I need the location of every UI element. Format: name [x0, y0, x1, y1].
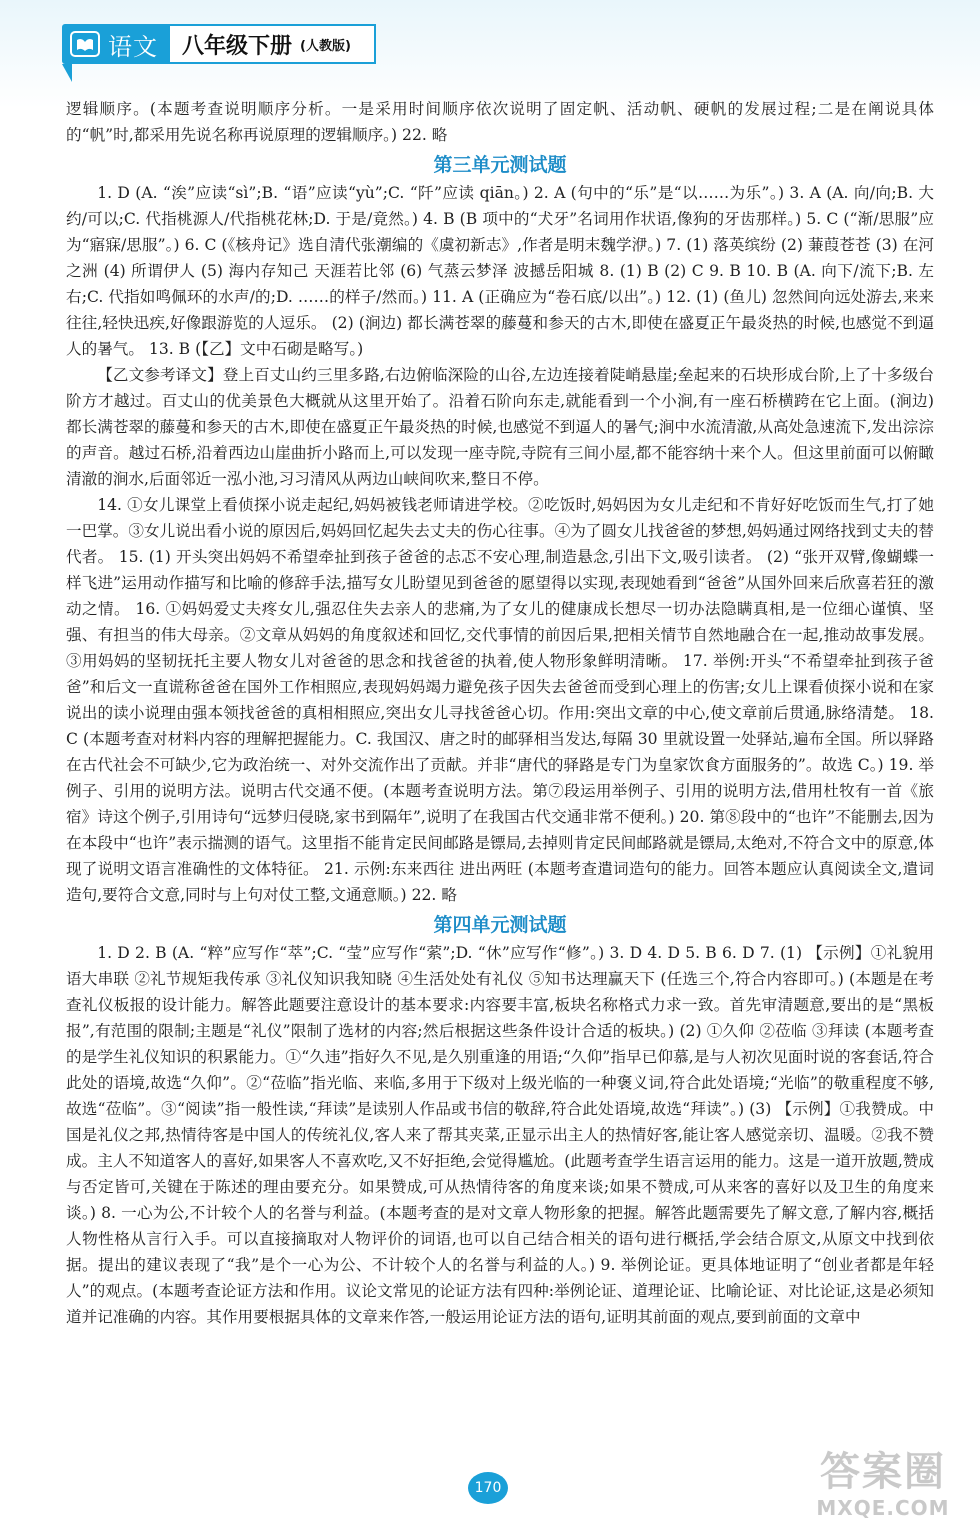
unit3-reading-answers: 14. ①女儿课堂上看侦探小说走起纪,妈妈被钱老师请进学校。②吃饭时,妈妈因为女儿走纪和不肯好好吃饭而生气,打了她一巴掌。③女儿说出看小说的原因后,妈妈回忆起失去丈夫的伤心往事。④为了圆女儿找爸爸的梦想,妈妈通过网络找到丈夫的替代者。 15. (1) 开头突出妈妈不希望牵扯到孩子爸爸的忐忑不安心理,制造悬念,引出下文,吸引读者。 (2) “张开双臂,像蝴蝶一样飞进”运用动作描写和比喻的修辞手法,描写女儿盼望见到爸爸的愿望得以实现,表现她看到“爸爸”从国外回来后欣喜若狂的激动之情。 16. ①妈妈爱丈夫疼女儿,强忍住失去亲人的悲痛,为了女儿的健康成长想尽一切办法隐瞒真相,是一位细心谨慎、坚强、有担当的伟大母亲。②文章从妈妈的角度叙述和回忆,交代事情的前因后果,把相关情节自然地融合在一起,推动故事发展。③用妈妈的坚韧抚托主要人物女儿对爸爸的思念和找爸爸的执着,使人物形象鲜明清晰。 17. 举例:开头“不希望牵扯到孩子爸爸”和后文一直谎称爸爸在国外工作相照应,表现妈妈竭力避免孩子因失去爸爸而受到心理上的伤害;女儿上课看侦探小说和在家说出的读小说理由强本领找爸爸的真相相照应,突出女儿寻找爸爸心切。作用:突出文章的中心,使文章前后贯通,脉络清楚。 18. C (本题考查对材料内容的理解把握能力。C. 我国汉、唐之时的邮驿相当发达,每隔 30 里就设置一处驿站,遍布全国。所以驿路在古代社会不可缺少,它为政治统一、对外交流作出了贡献。并非“唐代的驿路是专门为皇家饮食方面服务的”。故选 C。) 19. 举例子、引用的说明方法。说明古代交通不便。(本题考查说明方法。第⑦段运用举例子、引用的说明方法,借用杜牧有一首《旅宿》诗这个例子,引用诗句“远梦归侵晓,家书到隔年”,说明了在我国古代交通非常不便利。) 20. 第⑧段中的“也许”不能删去,因为在本段中“也许”表示揣测的语气。这里指不能肯定民间邮路是镖局,去掉则肯定民间邮路就是镖局,太绝对,不符合文中的原意,体现了说明文语言准确性的文体特征。 21. 示例:东来西往 进出两旺 (本题考查遣词造句的能力。回答本题应认真阅读全文,遣词造句,要符合文意,同时与上句对仗工整,文通意顺。) 22. 略 [66, 496, 934, 904]
watermark [808, 1448, 958, 1526]
grade-title: 八年级下册 [182, 33, 293, 59]
unit3-translation: 【乙文参考译文】登上百丈山约三里多路,右边俯临深险的山谷,左边连接着陡峭悬崖;垒起来的石块形成台阶,上了十多级台阶方才越过。百丈山的优美景色大概就从这里开始了。沿着石阶向东走,就能看到一个小涧,有一座石桥横跨在它上面。(涧边) 都长满苍翠的藤蔓和参天的古木,即使在盛夏正午最炎热的时候,也感觉不到逼人的暑气;涧中水流清澈,从高处急速流下,发出淙淙的声音。越过石桥,沿着西边山崖曲折小路而上,可以发现一座寺院,寺院有三间小屋,都不能容纳十来个人。但这里前面可以俯瞰清澈的涧水,后面邻近一泓小池,习习清风从两边山峡间吹来,整日不停。 [66, 366, 934, 488]
subject-label: 语文 [108, 32, 158, 61]
unit3-title: 第三单元测试题 [433, 154, 567, 176]
badge-tail [62, 64, 72, 82]
watermark-url: MXQE.COM [816, 1496, 950, 1520]
subject-badge [62, 24, 168, 64]
page-header [0, 0, 980, 108]
watermark-top: 答案圈 [820, 1449, 946, 1495]
intro-paragraph: 逻辑顺序。(本题考查说明顺序分析。一是采用时间顺序依次说明了固定帆、活动帆、硬帆的发展过程;二是在阐说具体的“帆”时,都采用先说名称再说原理的逻辑顺序。) 22. 略 [66, 100, 934, 144]
unit3-answers: 1. D (A. “涘”应读“sì”;B. “语”应读“yù”;C. “阡”应读 qiān。) 2. A (句中的“乐”是“以……为乐”。) 3. A (A. 向/向;B. 大约/可以;C. 代指桃源人/代指桃花林;D. 于是/竟然。) 4. B (B 项中的“犬牙”名词用作状语,像狗的牙齿那样。) 5. C (“渐/思服”应为“寤寐/思服”。) 6. C (《核舟记》选自清代张潮编的《虞初新志》,作者是明末魏学洢。) 7. (1) 落英缤纷 (2) 蒹葭苍苍 (3) 在河之洲 (4) 所谓伊人 (5) 海内存知己 天涯若比邻 (6) 气蒸云梦泽 波撼岳阳城 8. (1) B (2) C 9. B 10. B (A. 向下/流下;B. 左右;C. 代指如鸣佩环的水声/的;D. ……的样子/然而。) 11. A (正确应为“卷石底/以出”。) 12. (1) (鱼儿) 忽然间向远处游去,来来往往,轻快迅疾,好像跟游览的人逗乐。 (2) (涧边) 都长满苍翠的藤蔓和参天的古木,即使在盛夏正午最炎热的时候,也感觉不到逼人的暑气。 13. B (【乙】文中石砌是略写。) [66, 184, 934, 358]
page-number: 170 [468, 1472, 508, 1504]
grade-box [168, 24, 376, 64]
edition-label: (人教版) [300, 38, 351, 54]
unit4-answers: 1. D 2. B (A. “粹”应写作“萃”;C. “莹”应写作“萦”;D. “休”应写作“修”。) 3. D 4. D 5. B 6. D 7. (1) 【示例】①礼貌用语大串联 ②礼节规矩我传承 ③礼仪知识我知晓 ④生活处处有礼仪 ⑤知书达理赢天下 (任选三个,符合内容即可。) (本题是在考查礼仪板报的设计能力。解答此题要注意设计的基本要求:内容要丰富,板块名称格式力求一致。首先审清题意,要出的是“黑板报”,有范围的限制;主题是“礼仪”限制了选材的内容;然后根据这些条件设计合适的板块。) (2) ①久仰 ②莅临 ③拜读 (本题考查的是学生礼仪知识的积累能力。①“久违”指好久不见,是久别重逢的用语;“久仰”指早已仰慕,是与人初次见面时说的客套话,符合此处的语境,故选“久仰”。②“莅临”指光临、来临,多用于下级对上级光临的一种褒义词,符合此处语境;“光临”的敬重程度不够,故选“莅临”。③“阅读”指一般性读,“拜读”是读别人作品或书信的敬辞,符合此处语境,故选“拜读”。) (3) 【示例】①我赞成。中国是礼仪之邦,热情待客是中国人的传统礼仪,客人来了帮其夹菜,正显示出主人的热情好客,能让客人感觉亲切、温暖。②我不赞成。主人不知道客人的喜好,如果客人不喜欢吃,又不好拒绝,会觉得尴尬。(此题考查学生语言运用的能力。这是一道开放题,赞成与否定皆可,关键在于陈述的理由要充分。如果赞成,可从热情待客的角度来谈;如果不赞成,可从来客的喜好以及卫生的角度来谈。) 8. 一心为公,不计较个人的名誉与利益。(本题考查的是对文章人物形象的把握。解答此题需要先了解文意,了解内容,概括人物性格从言行入手。可以直接摘取对人物评价的词语,也可以自己结合相关的语句进行概括,学会结合原文,从原文中找到依据。提出的建议表现了“我”是个一心为公、不计较个人的名誉与利益的人。) 9. 举例论证。更具体地证明了“创业者都是年轻人”的观点。(本题考查论证方法和作用。议论文常见的论证方法有四种:举例论证、道理论证、比喻论证、对比论证,这是必须知道并记准确的内容。其作用要根据具体的文章来作答,一般运用论证方法的语句,证明其前面的观点,要到前面的文章中 [66, 944, 934, 1326]
open-book-icon [70, 31, 100, 57]
answer-content [66, 96, 934, 1330]
unit4-title: 第四单元测试题 [433, 914, 567, 936]
